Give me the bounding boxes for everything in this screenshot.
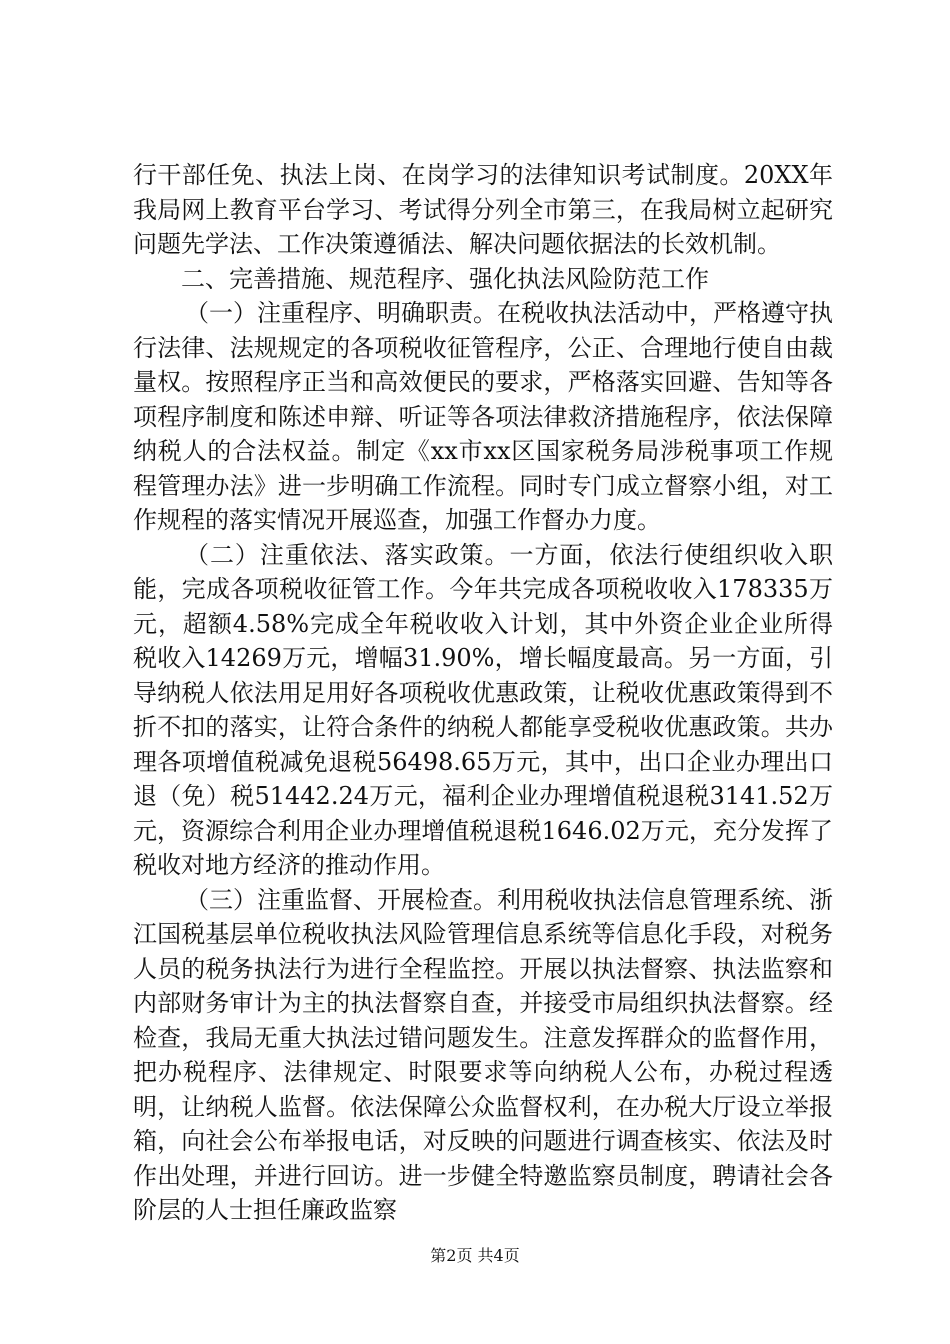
paragraph-procedure: （一）注重程序、明确职责。在税收执法活动中，严格遵守执行法律、法规规定的各项税收征管程序，公正、合理地行使自由裁量权。按照程序正当和高效便民的要求，严格落实回避、告知等各项程序制度和陈述申辩、听证等各项法律救济措施程序，依法保障纳税人的合法权益。制定《xx市xx区国家税务局涉税事项工作规程管理办法》进一步明确工作流程。同时专门成立督察小组，对工作规程的落实情况开展巡查，加强工作督办力度。 bbox=[133, 299, 833, 534]
page-footer: 第2页 共4页 bbox=[430, 1246, 520, 1265]
paragraph-policy: （二）注重依法、落实政策。一方面，依法行使组织收入职能，完成各项税收征管工作。今年共完成各项税收收入178335万元，超额4.58%完成全年税收收入计划，其中外资企业企业所得税收入14269万元，增幅31.90%，增长幅度最高。另一方面，引导纳税人依法用足用好各项税收优惠政策，让税收优惠政策得到不折不扣的落实，让符合条件的纳税人都能享受税收优惠政策。共办理各项增值税减免退税56498.65万元，其中，出口企业办理出口退（免）税51442.24万元，福利企业办理增值税退税3141.52万元，资源综合利用企业办理增值税退税1646.02万元，充分发挥了税收对地方经济的推动作用。 bbox=[133, 540, 833, 879]
section-heading: 二、完善措施、规范程序、强化执法风险防范工作 bbox=[181, 264, 709, 293]
paragraph-supervision: （三）注重监督、开展检查。利用税收执法信息管理系统、浙江国税基层单位税收执法风险管理信息系统等信息化手段，对税务人员的税务执法行为进行全程监控。开展以执法督察、执法监察和内部财务审计为主的执法督察自查，并接受市局组织执法督察。经检查，我局无重大执法过错问题发生。注意发挥群众的监督作用，把办税程序、法律规定、时限要求等向纳税人公布，办税过程透明，让纳税人监督。依法保障公众监督权利，在办税大厅设立举报箱，向社会公布举报电话，对反映的问题进行调查核实、依法及时作出处理，并进行回访。进一步健全特邀监察员制度，聘请社会各阶层的人士担任廉政监察 bbox=[133, 885, 833, 1224]
document-body bbox=[133, 158, 833, 1228]
paragraph-continuation: 行干部任免、执法上岗、在岗学习的法律知识考试制度。20XX年我局网上教育平台学习、考试得分列全市第三，在我局树立起研究问题先学法、工作决策遵循法、解决问题依据法的长效机制。 bbox=[133, 161, 833, 258]
